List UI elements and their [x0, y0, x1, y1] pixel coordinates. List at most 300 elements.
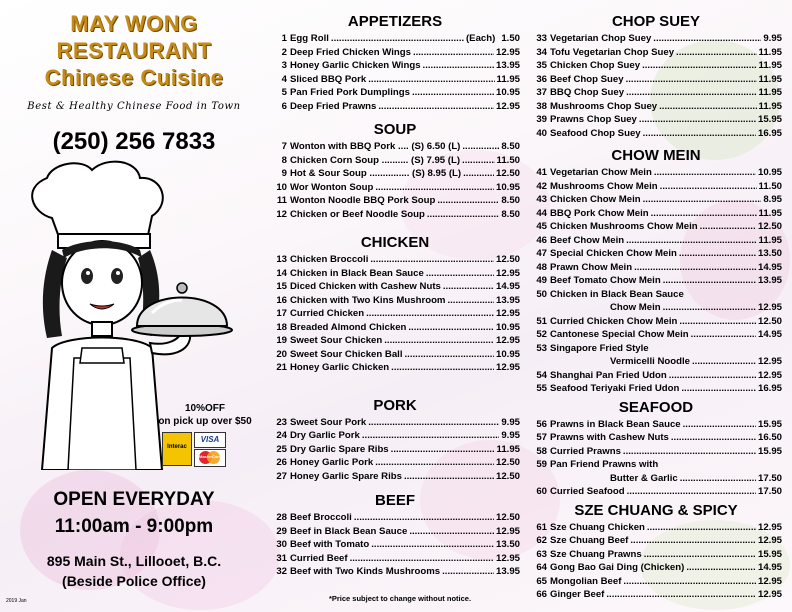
item-number: 5 [281, 87, 287, 98]
item-number: 53 [536, 342, 547, 354]
item-name: Sweet Sour Pork [290, 416, 367, 428]
item-price: 9.95 [501, 430, 520, 441]
item-price: 10.95 [495, 181, 520, 193]
dot-leader [647, 521, 756, 535]
item-number: 10 [276, 181, 287, 193]
dot-leader [642, 59, 756, 73]
menu-item [530, 328, 782, 342]
item-name: Beef in Black Bean Sauce [290, 525, 408, 537]
menu-item [530, 220, 782, 234]
dot-leader [663, 274, 756, 288]
item-price: 16.50 [757, 432, 782, 443]
item-price: 9.95 [763, 33, 782, 44]
address [0, 551, 268, 591]
item-price: 12.95 [495, 335, 520, 346]
item-price: 11.95 [758, 73, 782, 85]
dot-leader [676, 46, 756, 60]
item-number: 28 [276, 512, 287, 523]
item-name: Seafood Chop Suey [550, 127, 641, 139]
dot-leader [626, 73, 757, 87]
phone-number: (250) 256 7833 [52, 128, 216, 155]
item-name: Sweet Sour Chicken [290, 335, 383, 346]
dot-leader [405, 348, 494, 362]
menu-item [270, 307, 520, 321]
item-name: Hot & Sour Soup ............... (S) 8.95 (L) [290, 168, 462, 179]
item-price: 11.95 [496, 73, 520, 85]
item-name: Mushrooms Chop Suey [550, 100, 658, 112]
item-number: 37 [536, 87, 547, 98]
item-number: 58 [536, 445, 547, 457]
menu-item [270, 59, 520, 73]
item-price: 12.95 [757, 369, 782, 381]
dot-leader [391, 361, 494, 375]
item-name: Mushrooms Chow Mein [550, 180, 658, 192]
item-price: 12.95 [495, 267, 520, 279]
item-number: 18 [276, 321, 287, 333]
item-name: Prawns Chop Suey [550, 114, 637, 125]
item-number: 7 [281, 141, 287, 152]
discount-promo [140, 402, 270, 428]
section-title: PORK [373, 396, 417, 414]
item-number: 1 [281, 33, 287, 44]
item-price: 14.95 [495, 281, 520, 292]
item-name: Beef with Two Kinds Mushrooms [290, 566, 441, 577]
item-number: 33 [536, 33, 547, 44]
item-price: 17.50 [757, 486, 782, 497]
menu-item [530, 548, 782, 562]
item-name: Prawns with Cashew Nuts [550, 432, 669, 443]
item-price: 10.95 [495, 87, 520, 98]
item-number: 42 [536, 180, 547, 192]
menu-item [270, 86, 520, 100]
menu-item-continuation [530, 472, 782, 486]
brand-line-1: MAY WONG [70, 11, 198, 36]
menu-item [530, 207, 782, 221]
dot-leader [412, 86, 494, 100]
dot-leader [426, 267, 494, 281]
menu-item [530, 180, 782, 194]
item-number: 65 [536, 575, 547, 587]
menu-item [270, 334, 520, 348]
dot-leader [627, 485, 756, 499]
menu-item [530, 73, 782, 87]
menu-item [530, 534, 782, 548]
section-title: SEAFOOD [618, 398, 694, 416]
dot-leader [653, 32, 761, 46]
menu-item [270, 181, 520, 195]
section-chow-mein [530, 146, 782, 396]
item-number: 3 [281, 60, 287, 71]
section-chicken [270, 233, 520, 375]
item-number: 47 [536, 248, 547, 259]
dot-leader [623, 575, 756, 589]
item-number: 64 [536, 562, 547, 573]
item-note: (Each) [465, 33, 496, 44]
dot-leader [683, 418, 756, 432]
item-price: 8.50 [501, 195, 520, 206]
brand-line-2: RESTAURANT [56, 38, 212, 63]
item-price: 12.95 [495, 552, 520, 564]
item-price: 11.95 [496, 443, 520, 455]
item-price: 15.95 [757, 114, 782, 125]
menu-item [530, 521, 782, 535]
item-name: Beef Chop Suey [550, 73, 624, 85]
dot-leader [463, 167, 494, 181]
menu-item [270, 267, 520, 281]
item-price: 14.95 [757, 329, 782, 340]
dot-leader [447, 294, 494, 308]
item-number: 23 [276, 416, 287, 428]
item-name: Mongolian Beef [550, 575, 622, 587]
interac-label: Interac [167, 444, 187, 450]
item-name: Dry Garlic Pork [290, 430, 360, 441]
dot-leader [669, 369, 756, 383]
dot-leader [427, 208, 499, 222]
dot-leader [626, 86, 756, 100]
menu-item [530, 261, 782, 275]
item-number: 44 [536, 207, 547, 219]
item-name: Seafood Teriyaki Fried Udon [550, 383, 680, 394]
section-beef [270, 491, 520, 579]
item-number: 63 [536, 548, 547, 560]
item-number: 66 [536, 589, 547, 600]
dot-leader [679, 315, 756, 329]
item-name: Chicken Mushrooms Chow Mein [550, 221, 698, 232]
item-name: Chicken Broccoli [290, 254, 369, 265]
item-name: Chicken in Black Bean Sauce [550, 288, 684, 300]
dot-leader [634, 261, 756, 275]
item-number: 40 [536, 127, 547, 139]
item-name: Chicken with Two Kins Mushroom [290, 294, 446, 306]
item-number: 45 [536, 221, 547, 232]
item-price: 12.50 [757, 221, 782, 232]
section-seafood [530, 398, 782, 499]
item-price: 14.95 [757, 261, 782, 273]
item-price: 11.50 [496, 154, 520, 166]
item-name-continued: Vermicelli Noodle [610, 356, 690, 367]
item-number: 49 [536, 275, 547, 286]
dot-leader [630, 534, 756, 548]
item-name: BBQ Chop Suey [550, 87, 625, 98]
item-number: 39 [536, 114, 547, 125]
menu-item [270, 154, 520, 168]
brand-line-3: Chinese Cuisine [44, 65, 224, 90]
dot-leader [700, 220, 756, 234]
item-price: 8.50 [501, 208, 520, 220]
dot-leader [384, 334, 494, 348]
item-number: 48 [536, 261, 547, 273]
dot-leader [659, 100, 756, 114]
dot-leader [644, 548, 756, 562]
menu-item [270, 525, 520, 539]
item-price: 8.95 [763, 194, 782, 205]
menu-item [530, 575, 782, 589]
dot-leader [671, 431, 756, 445]
section-title: SZE CHUANG & SPICY [574, 501, 738, 519]
item-price: 13.95 [757, 275, 782, 286]
item-number: 32 [276, 566, 287, 577]
item-number: 35 [536, 60, 547, 71]
item-name: Beef with Tomato [290, 539, 370, 550]
dot-leader [654, 166, 756, 180]
item-name: Curried Chicken Chow Mein [550, 315, 678, 327]
dot-leader [362, 429, 499, 443]
item-name: Wonton Noodle BBQ Pork Soup [290, 195, 436, 206]
item-price: 10.95 [495, 321, 520, 333]
item-number: 29 [276, 525, 287, 537]
menu-item [270, 100, 520, 114]
section-title: SOUP [373, 121, 417, 138]
dot-leader [368, 416, 499, 430]
item-list [530, 521, 782, 602]
item-price: 12.95 [757, 535, 782, 546]
visa-logo-icon [194, 432, 226, 448]
dot-leader [331, 32, 464, 46]
item-price: 1.50 [501, 33, 520, 44]
item-number: 9 [281, 168, 287, 179]
dot-leader [404, 470, 494, 484]
item-number: 16 [276, 294, 287, 306]
item-price: 12.50 [495, 254, 520, 265]
item-number: 15 [276, 281, 287, 292]
menu-item [270, 32, 520, 46]
section-chop-suey [530, 12, 782, 140]
section-title: APPETIZERS [347, 13, 443, 30]
menu-item [270, 470, 520, 484]
item-name: BBQ Pork Chow Mein [550, 207, 649, 219]
item-number: 20 [276, 348, 287, 360]
item-number: 27 [276, 470, 287, 482]
section-sze-chuang [530, 501, 782, 602]
item-number: 54 [536, 369, 547, 381]
item-number: 56 [536, 418, 547, 430]
menu-item [530, 485, 782, 499]
item-number: 43 [536, 194, 547, 205]
menu-item [270, 538, 520, 552]
menu-item [530, 127, 782, 141]
item-name: Deep Fried Prawns [290, 100, 377, 112]
item-name: Cantonese Special Chow Mein [550, 329, 689, 340]
menu-item-continuation [530, 355, 782, 369]
item-price: 12.95 [495, 525, 520, 537]
dot-leader [391, 443, 495, 457]
item-number: 19 [276, 335, 287, 346]
item-price: 16.95 [757, 127, 782, 139]
dot-leader [691, 328, 756, 342]
item-price: 12.95 [757, 521, 782, 533]
item-number: 41 [536, 167, 547, 178]
item-price: 11.95 [758, 60, 782, 71]
item-name: Chicken or Beef Noodle Soup [290, 208, 425, 220]
item-price: 15.95 [757, 445, 782, 457]
dot-leader [643, 127, 756, 141]
item-price: 12.50 [495, 457, 520, 468]
menu-item [270, 456, 520, 470]
item-name-continued: Butter & Garlic [610, 472, 678, 484]
menu-item [270, 194, 520, 208]
item-price: 12.95 [757, 575, 782, 587]
item-number: 30 [276, 539, 287, 550]
section-title: BEEF [374, 492, 415, 509]
dot-leader [442, 565, 494, 579]
menu-item [530, 46, 782, 60]
dot-leader [408, 321, 494, 335]
dot-leader [660, 180, 757, 194]
item-name: Breaded Almond Chicken [290, 321, 407, 333]
menu-item [270, 253, 520, 267]
item-price: 13.50 [495, 539, 520, 550]
item-price: 10.95 [495, 348, 520, 360]
item-price: 12.50 [495, 470, 520, 482]
menu-column-2 [530, 12, 782, 602]
item-name: Shanghai Pan Fried Udon [550, 369, 667, 381]
item-price: 13.95 [495, 294, 520, 306]
item-number: 8 [281, 154, 287, 166]
discount-line-2: on pick up over $50 [158, 416, 252, 427]
mastercard-label: MasterCard [198, 454, 221, 459]
item-number: 38 [536, 100, 547, 112]
item-name: Deep Fried Chicken Wings [290, 46, 411, 58]
item-name: Special Chicken Chow Mein [550, 248, 677, 259]
menu-item [530, 369, 782, 383]
menu-item [270, 429, 520, 443]
dot-leader [679, 247, 756, 261]
menu-item [530, 234, 782, 248]
price-disclaimer: *Price subject to change without notice. [328, 594, 472, 603]
section-title: CHOW MEIN [611, 147, 701, 164]
menu-item [530, 315, 782, 329]
dot-leader [375, 456, 494, 470]
dot-leader [651, 207, 757, 221]
item-price: 15.95 [757, 418, 782, 430]
item-name: Tofu Vegetarian Chop Suey [550, 46, 675, 58]
interac-logo-icon [162, 432, 192, 466]
section-pork [270, 396, 520, 484]
item-name: Pan Fried Pork Dumplings [290, 87, 410, 98]
dot-leader [462, 154, 494, 168]
dot-leader [692, 355, 756, 369]
item-name: Singapore Fried Style [550, 342, 649, 354]
item-number: 17 [276, 308, 287, 319]
item-number: 13 [276, 254, 287, 265]
item-name: Sze Chuang Prawns [550, 548, 642, 560]
item-name-continued: Chow Mein [610, 302, 661, 313]
edition-stamp: 2019 Jan [6, 598, 27, 604]
menu-item [270, 321, 520, 335]
item-name: Curried Seafood [550, 486, 625, 497]
menu-item [530, 32, 782, 46]
item-name: Beef Chow Mein [550, 234, 625, 246]
item-name: Vegetarian Chow Mein [550, 167, 652, 178]
dot-leader [413, 46, 494, 60]
menu-item [530, 166, 782, 180]
item-price: 13.50 [757, 248, 782, 259]
address-line-2: (Beside Police Office) [62, 573, 206, 589]
item-name: Honey Garlic Spare Ribs [290, 470, 402, 482]
item-number: 55 [536, 383, 547, 394]
menu-item [270, 208, 520, 222]
item-name: Pan Friend Prawns with [550, 459, 659, 470]
menu-item-continuation [530, 301, 782, 315]
dot-leader [643, 193, 762, 207]
dot-leader [462, 140, 499, 154]
menu-item [530, 342, 782, 356]
section-title: CHOP SUEY [611, 13, 701, 30]
dot-leader [350, 552, 494, 566]
item-name: Honey Garlic Chicken [290, 362, 390, 373]
item-price: 12.95 [757, 302, 782, 313]
item-number: 24 [276, 430, 287, 441]
item-price: 16.95 [757, 383, 782, 394]
dot-leader [375, 181, 494, 195]
item-list [530, 32, 782, 140]
address-line-1: 895 Main St., Lillooet, B.C. [46, 553, 222, 569]
dot-leader [639, 113, 756, 127]
item-number: 26 [276, 457, 287, 468]
item-price: 12.95 [757, 589, 782, 600]
item-number: 51 [536, 315, 547, 327]
menu-item [270, 140, 520, 154]
item-name: Prawns in Black Bean Sauce [550, 418, 681, 430]
item-price: 11.95 [758, 207, 782, 219]
menu-item [270, 361, 520, 375]
dot-leader [378, 100, 494, 114]
menu-item [530, 247, 782, 261]
menu-item [270, 73, 520, 87]
dot-leader [437, 194, 499, 208]
dot-leader [681, 382, 756, 396]
item-number: 14 [276, 267, 287, 279]
item-price: 9.95 [501, 416, 520, 428]
item-name: Dry Garlic Spare Ribs [290, 443, 389, 455]
item-number: 4 [281, 73, 287, 85]
menu-item [530, 100, 782, 114]
item-number: 6 [281, 100, 287, 112]
menu-item [270, 552, 520, 566]
item-number: 57 [536, 432, 547, 443]
item-name: Curried Beef [290, 552, 348, 564]
item-number: 11 [276, 195, 287, 206]
menu-item [270, 565, 520, 579]
item-number: 62 [536, 535, 547, 546]
item-price: 12.50 [495, 168, 520, 179]
item-list [530, 166, 782, 396]
item-price: 15.95 [757, 548, 782, 560]
item-number: 52 [536, 329, 547, 340]
item-price: 12.95 [495, 100, 520, 112]
open-everyday: OPEN EVERYDAY [53, 489, 215, 510]
dot-leader [409, 525, 494, 539]
item-price: 11.50 [758, 180, 782, 192]
mastercard-logo-icon [194, 449, 226, 467]
item-name: Sze Chuang Beef [550, 535, 629, 546]
menu-item [530, 561, 782, 575]
menu-item [270, 511, 520, 525]
item-list [530, 418, 782, 499]
item-name: Sweet Sour Chicken Ball [290, 348, 403, 360]
item-price: 12.95 [495, 362, 520, 373]
menu-item [530, 445, 782, 459]
menu-item [530, 382, 782, 396]
menu-item [530, 431, 782, 445]
menu-item [530, 274, 782, 288]
visa-label: VISA [200, 435, 220, 444]
item-name: Vegetarian Chop Suey [550, 33, 652, 44]
discount-line-1: 10%OFF [184, 403, 225, 414]
dot-leader [606, 588, 756, 602]
item-name: Egg Roll [290, 33, 329, 44]
item-list [270, 253, 520, 375]
